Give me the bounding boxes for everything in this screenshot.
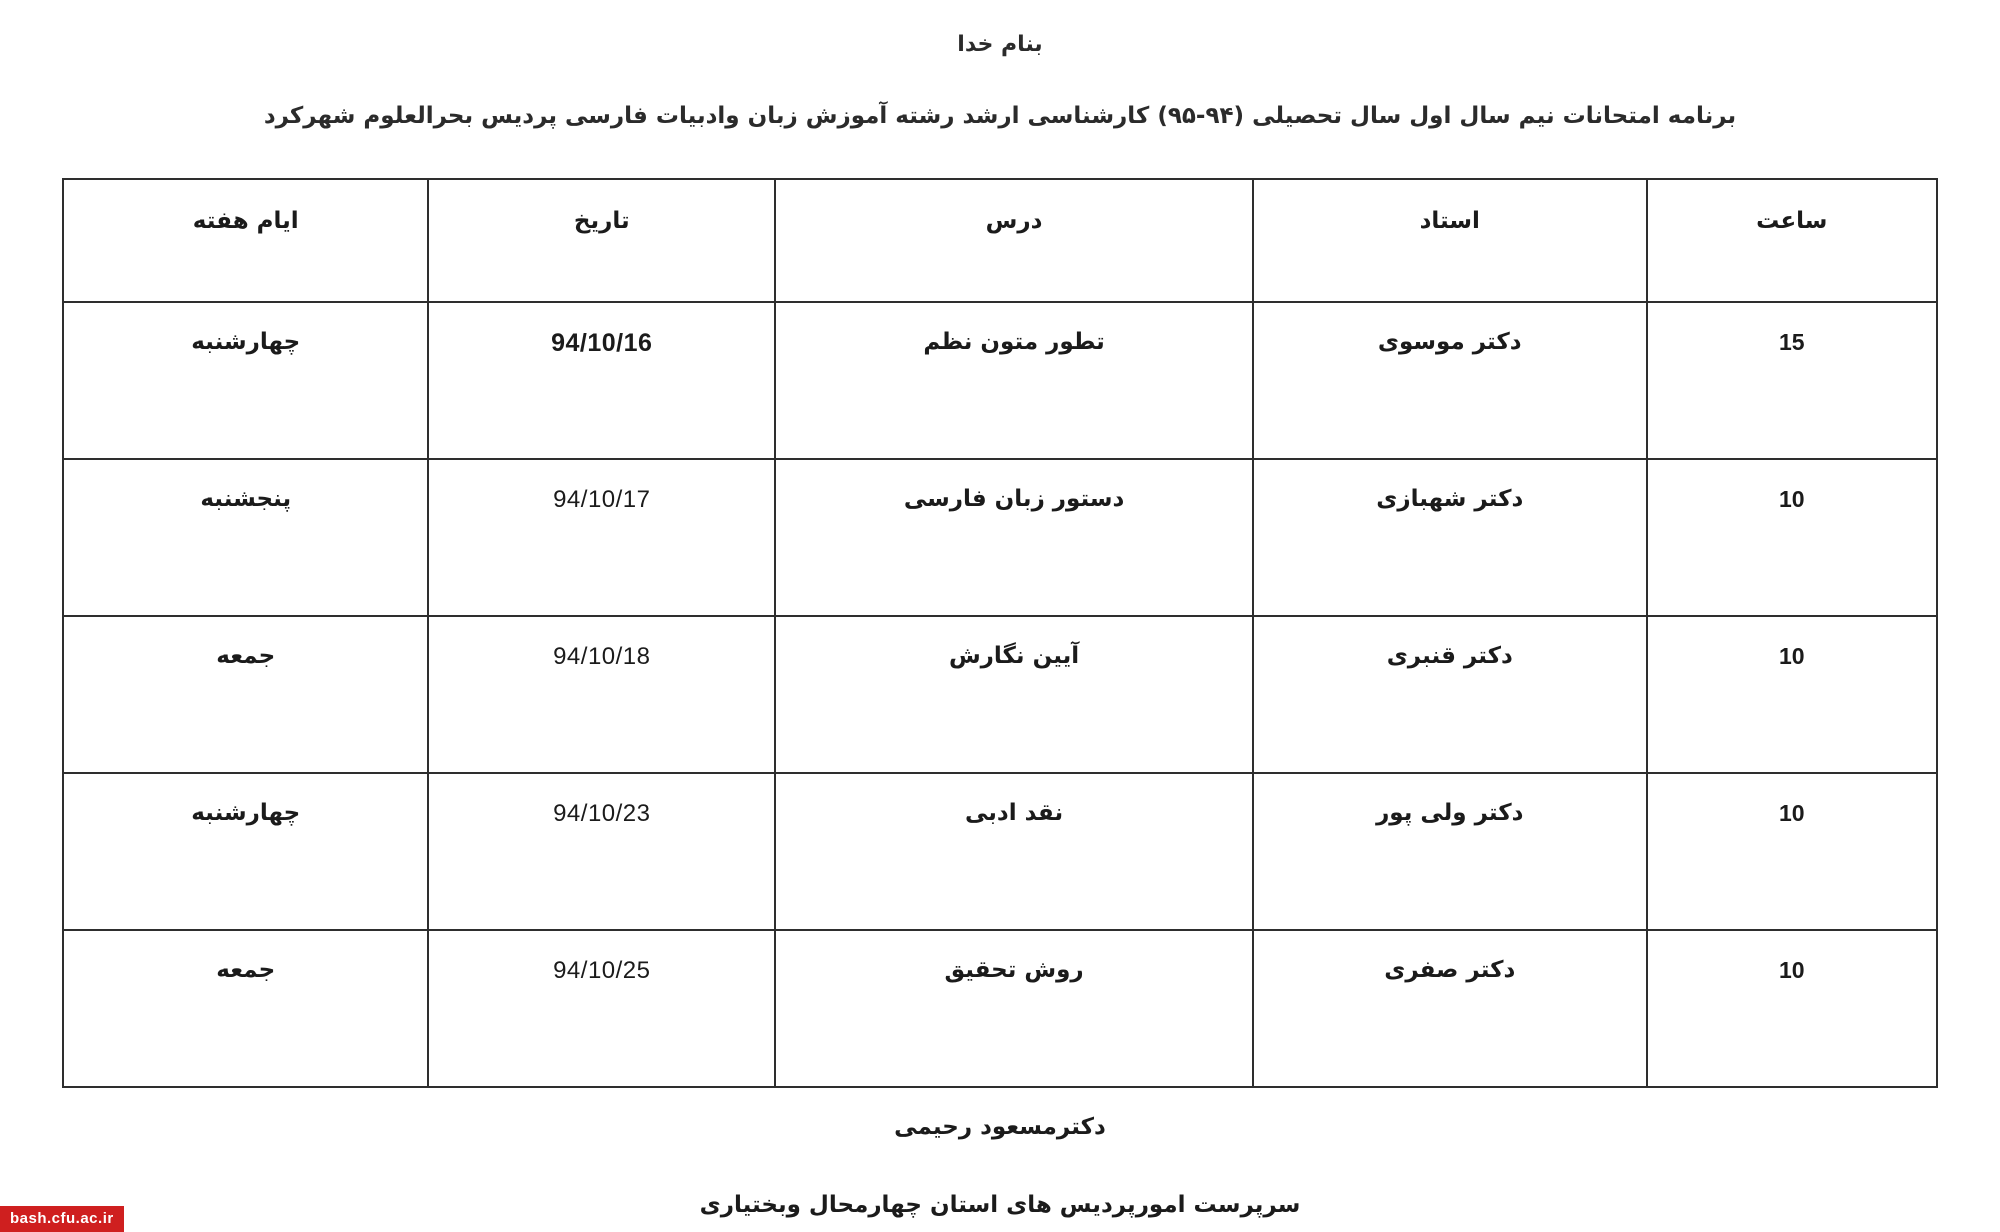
cell-day: پنجشنبه <box>63 459 428 616</box>
cell-date: 94/10/18 <box>428 616 775 773</box>
page-title: برنامه امتحانات نیم سال اول سال تحصیلی (۹۴-۹۵) کارشناسی ارشد رشته آموزش زبان وادبیات فارسی پردیس بحرالعلوم شهرکرد <box>263 103 1737 129</box>
cell-course: روش تحقیق <box>775 930 1253 1087</box>
signature-role: سرپرست امورپردیس های استان چهارمحال وبختیاری <box>699 1191 1301 1218</box>
cell-day: جمعه <box>63 616 428 773</box>
cell-day: چهارشنبه <box>63 773 428 930</box>
table-row <box>63 302 1937 459</box>
column-header-course: درس <box>775 179 1253 302</box>
cell-course: نقد ادبی <box>775 773 1253 930</box>
cell-day: جمعه <box>63 930 428 1087</box>
table-row <box>63 773 1937 930</box>
exam-schedule-table <box>62 178 1938 1088</box>
table-row <box>63 459 1937 616</box>
cell-date: 94/10/23 <box>428 773 775 930</box>
cell-professor: دکتر قنبری <box>1253 616 1647 773</box>
cell-date: 94/10/16 <box>428 302 775 459</box>
cell-date: 94/10/17 <box>428 459 775 616</box>
cell-time: 10 <box>1647 616 1937 773</box>
bismillah-line: بنام خدا <box>957 32 1043 57</box>
cell-time: 10 <box>1647 773 1937 930</box>
table-header <box>63 179 1937 302</box>
cell-professor: دکتر موسوی <box>1253 302 1647 459</box>
table-body <box>63 302 1937 1087</box>
cell-date: 94/10/25 <box>428 930 775 1087</box>
exam-schedule-table-wrapper <box>0 178 2000 1088</box>
cell-time: 15 <box>1647 302 1937 459</box>
site-watermark: bash.cfu.ac.ir <box>0 1206 124 1232</box>
cell-time: 10 <box>1647 459 1937 616</box>
cell-professor: دکتر صفری <box>1253 930 1647 1087</box>
cell-course: دستور زبان فارسی <box>775 459 1253 616</box>
table-row <box>63 930 1937 1087</box>
document-page <box>0 32 2000 1232</box>
cell-course: تطور متون نظم <box>775 302 1253 459</box>
column-header-day: ایام هفته <box>63 179 428 302</box>
cell-professor: دکتر شهبازی <box>1253 459 1647 616</box>
table-row <box>63 616 1937 773</box>
table-header-row <box>63 179 1937 302</box>
column-header-date: تاریخ <box>428 179 775 302</box>
cell-course: آیین نگارش <box>775 616 1253 773</box>
column-header-professor: استاد <box>1253 179 1647 302</box>
cell-day: چهارشنبه <box>63 302 428 459</box>
cell-time: 10 <box>1647 930 1937 1087</box>
column-header-time: ساعت <box>1647 179 1937 302</box>
cell-professor: دکتر ولی پور <box>1253 773 1647 930</box>
signature-name: دکترمسعود رحیمی <box>894 1113 1106 1140</box>
